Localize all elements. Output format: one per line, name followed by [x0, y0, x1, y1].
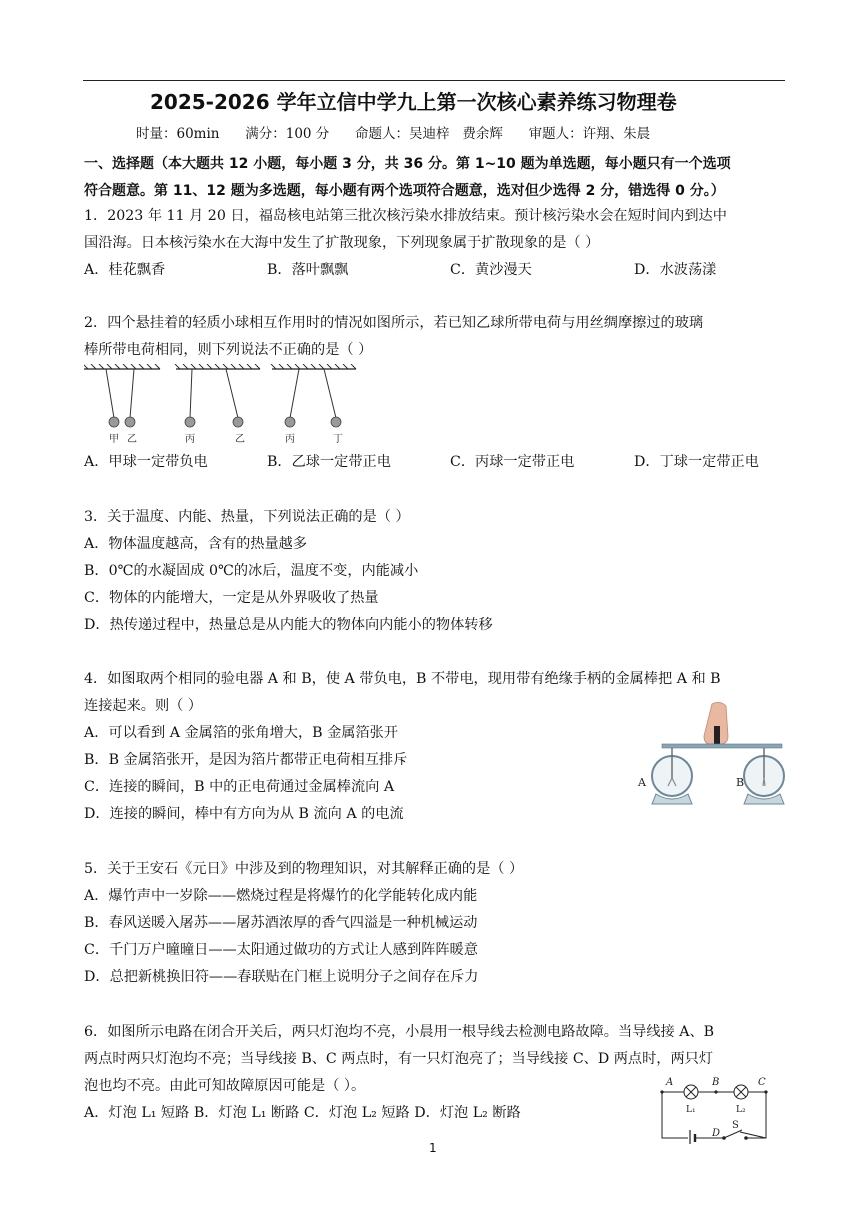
thread-ding [324, 369, 336, 418]
q1-option-d: D．水波荡漾 [634, 262, 717, 278]
point-c-label: C [758, 1077, 766, 1088]
q4-stem-line1: 4．如图取两个相同的验电器 A 和 B，使 A 带负电，B 不带电，现用带有绝缘手柄的金属棒把 A 和 B [84, 671, 721, 687]
thread-jia [106, 369, 114, 418]
page-number: 1 [429, 1141, 437, 1155]
thread-yi-2 [226, 369, 238, 418]
q6-stem-line2: 两点时两只灯泡均不亮；当导线接 B、C 两点时，有一只灯泡亮了；当导线接 C、D 两点时，两只灯 [84, 1051, 714, 1067]
q1-stem-line1: 1．2023 年 11 月 20 日，福岛核电站第三批次核污染水排放结束。预计核污染水会在短时间内到达中 [84, 208, 727, 224]
ball-ding [331, 417, 341, 427]
q3-option-d: D．热传递过程中，热量总是从内能大的物体向内能小的物体转移 [84, 617, 493, 633]
page-title: 2025-2026 学年立信中学九上第一次核心素养练习物理卷 [150, 90, 677, 114]
q5-stem: 5．关于王安石《元日》中涉及到的物理知识，对其解释正确的是（ ） [84, 861, 524, 877]
ball-bing-1 [185, 417, 195, 427]
q3-option-c: C．物体的内能增大，一定是从外界吸收了热量 [84, 590, 379, 606]
q2-option-c: C．丙球一定带正电 [450, 454, 575, 470]
label-ding: 丁 [333, 434, 343, 445]
hanging-balls-figure [84, 364, 364, 448]
point-d-label: D [712, 1128, 721, 1139]
q1-stem-line2: 国沿海。日本核污染水在大海中发生了扩散现象，下列现象属于扩散现象的是（ ） [84, 235, 600, 251]
q4-option-c: C．连接的瞬间，B 中的正电荷通过金属棒流向 A [84, 779, 395, 795]
q2-option-b: B．乙球一定带正电 [267, 454, 391, 470]
q5-option-a: A．爆竹声中一岁除——燃烧过程是将爆竹的化学能转化成内能 [84, 888, 478, 904]
label-yi-2: 乙 [235, 434, 245, 445]
thread-yi-1 [130, 369, 134, 418]
q4-option-b: B．B 金属箔张开，是因为箔片都带正电荷相互排斥 [84, 752, 408, 768]
q1-option-b: B．落叶飘飘 [267, 262, 349, 278]
electroscope-label-b: B [736, 776, 745, 789]
lamp-l1-label: L₁ [686, 1105, 696, 1115]
label-jia: 甲 [109, 434, 119, 445]
q1-option-c: C．黄沙漫天 [450, 262, 532, 278]
circuit-figure [654, 1074, 774, 1144]
switch-label: S [732, 1120, 739, 1131]
label-bing-1: 丙 [185, 434, 195, 445]
switch-lever [724, 1130, 742, 1138]
ball-yi-2 [233, 417, 243, 427]
electroscope-figure [636, 700, 788, 810]
label-yi-1: 乙 [127, 434, 137, 445]
q1-option-a: A．桂花飘香 [84, 262, 166, 278]
header-rule [83, 80, 785, 81]
q3-stem: 3．关于温度、内能、热量，下列说法正确的是（ ） [84, 509, 410, 525]
q5-option-b: B．春风送暖入屠苏——屠苏酒浓厚的香气四溢是一种机械运动 [84, 915, 478, 931]
q6-stem-line1: 6．如图所示电路在闭合开关后，两只灯泡均不亮，小晨用一根导线去检测电路故障。当导线接 A、B [84, 1024, 715, 1040]
lamp-l2-label: L₂ [736, 1105, 746, 1115]
section-instructions-line2: 符合题意。第 11、12 题为多选题，每小题有两个选项符合题意，选对但少选得 2 分，错选得 0 分。） [84, 183, 725, 199]
section-instructions-line1: 一、选择题（本大题共 12 小题，每小题 3 分，共 36 分。第 1~10 题为单选题，每小题只有一个选项 [84, 156, 731, 172]
q6-stem-line3: 泡也均不亮。由此可知故障原因可能是（ ）。 [84, 1078, 366, 1094]
point-a-label: A [666, 1077, 674, 1088]
ball-jia [109, 417, 119, 427]
lamp-l1-icon [684, 1085, 698, 1099]
electroscope-label-a: A [638, 776, 646, 789]
metal-rod [662, 744, 782, 748]
q3-option-a: A．物体温度越高，含有的热量越多 [84, 536, 308, 552]
lamp-l2-icon [734, 1085, 748, 1099]
q2-stem-line2: 棒所带电荷相同，则下列说法不正确的是（ ） [84, 342, 373, 358]
q2-option-d: D．丁球一定带正电 [634, 454, 759, 470]
q3-option-b: B．0℃的水凝固成 0℃的冰后，温度不变，内能减小 [84, 563, 419, 579]
q2-option-a: A．甲球一定带负电 [84, 454, 208, 470]
ball-bing-2 [285, 417, 295, 427]
q5-option-c: C．千门万户曈曈日——太阳通过做功的方式让人感到阵阵暖意 [84, 942, 478, 958]
q4-option-d: D．连接的瞬间，棒中有方向为从 B 流向 A 的电流 [84, 806, 404, 822]
label-bing-2: 丙 [285, 434, 295, 445]
q4-option-a: A．可以看到 A 金属箔的张角增大，B 金属箔张开 [84, 725, 399, 741]
q2-stem-line1: 2．四个悬挂着的轻质小球相互作用时的情况如图所示，若已知乙球所带电荷与用丝绸摩擦过的玻璃 [84, 315, 704, 331]
thread-bing-1 [190, 369, 192, 418]
thread-bing-2 [290, 369, 299, 418]
q6-options: A．灯泡 L₁ 短路 B．灯泡 L₁ 断路 C．灯泡 L₂ 短路 D．灯泡 L₂ 断路 [84, 1105, 521, 1121]
insulated-handle [714, 726, 720, 746]
q4-stem-line2: 连接起来。则（ ） [84, 698, 203, 714]
exam-meta: 时量：60min 满分：100 分 命题人：吴迪梓 费余辉 审题人：许翔、朱晨 [136, 126, 651, 142]
ball-yi-1 [125, 417, 135, 427]
q5-option-d: D．总把新桃换旧符——春联贴在门框上说明分子之间存在斥力 [84, 969, 479, 985]
point-b-label: B [712, 1077, 720, 1088]
